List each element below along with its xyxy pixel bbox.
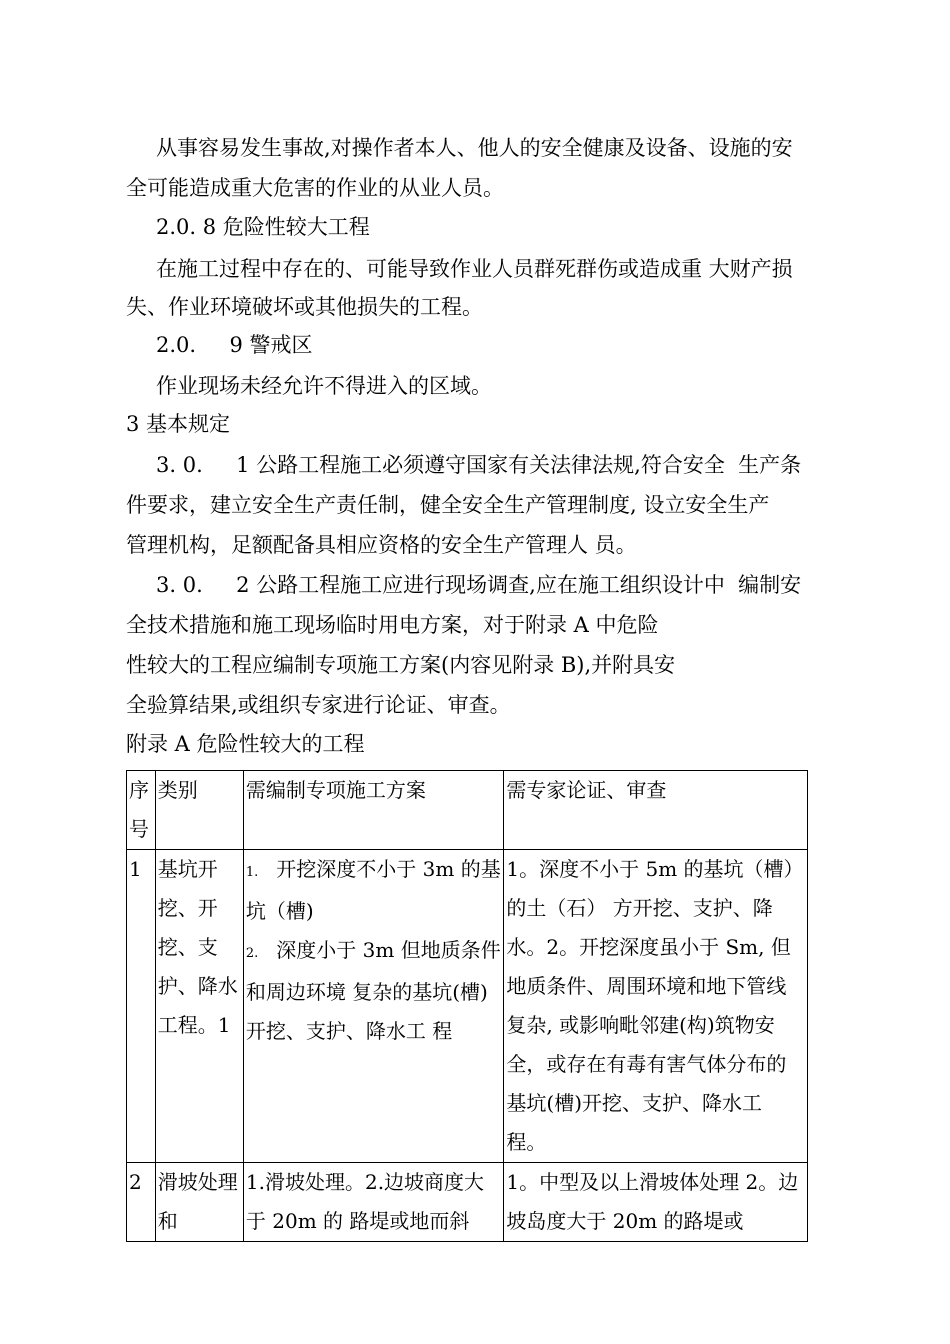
cell-category: 滑坡处理和 xyxy=(155,1163,243,1242)
paragraph-line: 失、作业环境破坏或其他损失的工程。 xyxy=(126,295,483,319)
appendix-table xyxy=(126,770,808,1242)
paragraph-line: 全技术措施和施工现场临时用电方案，对于附录 A 中危险 xyxy=(126,613,659,637)
table-row xyxy=(127,1163,808,1242)
paragraph-line: 在施工过程中存在的、可能导致作业人员群死群伤或造成重 大财产损 xyxy=(156,257,793,281)
list-number: 1. xyxy=(245,865,259,880)
section-heading: 2.0. 9 警戒区 xyxy=(156,333,313,357)
cell-plan: 1.滑坡处理。2.边坡商度大于 20m 的 路堤或地而斜 xyxy=(243,1163,504,1242)
paragraph-line: 管理机构，足额配备具相应资格的安全生产管理人 员。 xyxy=(126,533,637,557)
paragraph-line: 从事容易发生事故,对操作者本人、他人的安全健康及设备、设施的安 xyxy=(156,136,793,160)
paragraph-line: 3. 0. 2 公路工程施工应进行现场调查,应在施工组织设计中 编制安 xyxy=(156,573,802,597)
paragraph-line: 3. 0. 1 公路工程施工必须遵守国家有关法律法规,符合安全 生产条 xyxy=(156,453,802,477)
table-row xyxy=(127,850,808,1163)
list-item-text: 开挖深度不小于 3m 的基坑（槽) xyxy=(245,857,501,923)
header-cell-review: 需专家论证、审查 xyxy=(504,771,808,850)
appendix-title: 附录 A 危险性较大的工程 xyxy=(126,732,365,756)
paragraph-line: 全验算结果,或组织专家进行论证、审查。 xyxy=(126,693,511,717)
cell-category: 基坑开挖、开挖、支护、降水工程。1 xyxy=(155,850,243,1163)
cell-number: 2 xyxy=(127,1163,156,1242)
paragraph-line: 作业现场未经允许不得进入的区域。 xyxy=(156,374,492,398)
chapter-heading: 3 基本规定 xyxy=(126,412,231,436)
paragraph-line: 件要求，建立安全生产责任制，健全安全生产管理制度, 设立安全生产 xyxy=(126,493,770,517)
paragraph-line: 全可能造成重大危害的作业的从业人员。 xyxy=(126,176,504,200)
header-cell-plan: 需编制专项施工方案 xyxy=(243,771,504,850)
cell-review: 1。中型及以上滑坡体处理 2。边坡岛度大于 20m 的路堤或 xyxy=(504,1163,808,1242)
table-header-row xyxy=(127,771,808,850)
paragraph-line: 性较大的工程应编制专项施工方案(内容见附录 B),并附具安 xyxy=(126,653,676,677)
cell-plan xyxy=(243,850,504,1163)
section-heading: 2.0. 8 危险性较大工程 xyxy=(156,215,370,239)
header-cell-number: 序号 xyxy=(127,771,156,850)
list-number: 2. xyxy=(245,946,259,961)
cell-review: 1。深度不小于 5m 的基坑（槽）的土（石） 方开挖、支护、降水。2。开挖深度虽小于 Sm, 但地质条件、周围环境和地下管线复杂, 或影响毗邻建(构)筑物安全，或存在有毒有害气体分布的基坑(槽)开挖、支护、降水工 程。 xyxy=(504,850,808,1163)
header-cell-category: 类别 xyxy=(155,771,243,850)
list-item-text: 深度小于 3m 但地质条件和周边环境 复杂的基坑(槽)开挖、支护、降水工 程 xyxy=(245,938,501,1043)
cell-number: 1 xyxy=(127,850,156,1163)
